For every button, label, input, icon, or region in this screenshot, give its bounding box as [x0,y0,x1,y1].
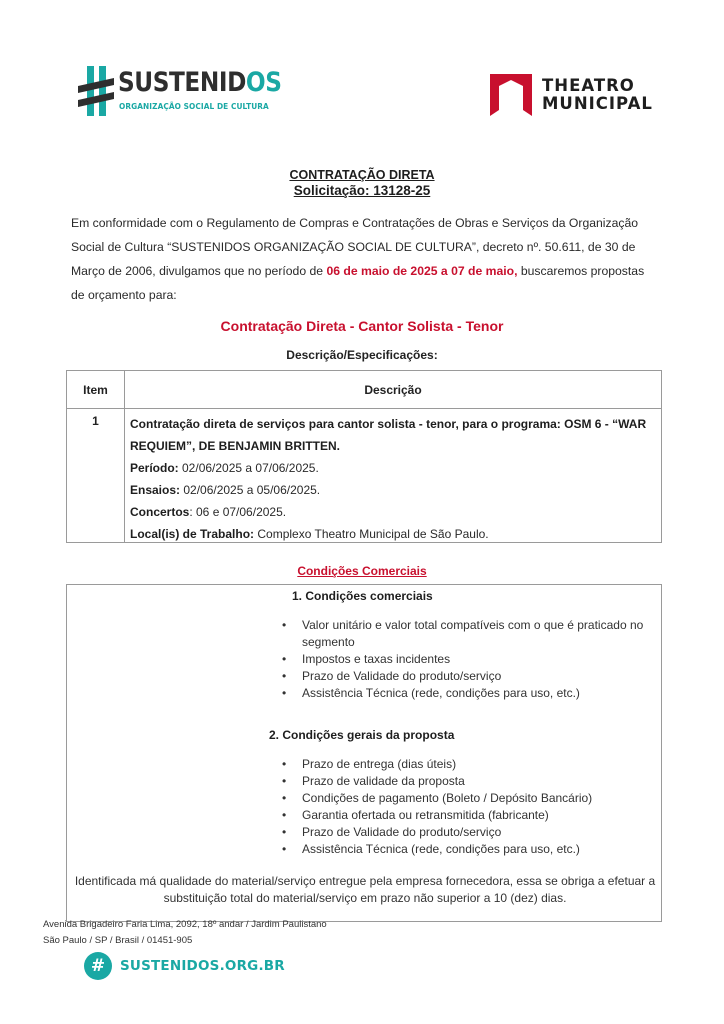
conditions-section1-heading: 1. Condições comerciais [292,589,433,603]
row-description [125,409,661,542]
row-item-number: 1 [67,409,125,542]
list-item: • Impostos e taxas incidentes [280,651,660,668]
footer-address-line1: Avenida Brigadeiro Faria Lima, 2092, 18º andar / Jardim Paulistano [43,919,327,930]
row-ensaios: Ensaios: 02/06/2025 a 05/06/2025. [130,483,321,497]
list-item: • Prazo de Validade do produto/serviço [280,824,660,841]
theatro-line2: MUNICIPAL [542,94,653,113]
table-row [67,409,661,542]
conditions-section2-heading: 2. Condições gerais da proposta [269,728,455,742]
conditions-title: Condições Comerciais [297,564,427,578]
conditions-box [66,584,662,922]
subject-heading: Contratação Direta - Cantor Solista - Tenor [220,318,504,334]
spec-label: Descrição/Especificações: [286,348,438,362]
intro-paragraph: Em conformidade com o Regulamento de Compras e Contratações de Obras e Serviços da Organização Social de Cultura “SUSTENIDOS ORGANIZAÇÃO SOCIAL DE CULTURA”, decreto nº. 50.611, de 30 de Março de 2006, divulgamos que no período de 06 de maio de 2025 a 07 de maio, buscaremos propostas de orçamento para: [71,216,645,302]
table-header-row [67,371,661,409]
document-title: CONTRATAÇÃO DIRETA [289,168,435,182]
conditions-section1-list [280,617,660,702]
sustenidos-logo [78,64,282,120]
period-highlight: 06 de maio de 2025 a 07 de maio, [326,264,518,278]
theatro-line1: THEATRO [542,76,635,95]
spec-table [66,370,662,543]
sustenidos-subtitle: ORGANIZAÇÃO SOCIAL DE CULTURA [119,101,269,111]
hash-logo-icon [78,66,114,116]
list-item: • Condições de pagamento (Boleto / Depósito Bancário) [280,790,660,807]
list-item: • Prazo de Validade do produto/serviço [280,668,660,685]
list-item: • Assistência Técnica (rede, condições para uso, etc.) [280,841,660,858]
theatro-arch-icon [490,74,532,116]
row-local: Local(is) de Trabalho: Complexo Theatro Municipal de São Paulo. [130,527,489,541]
list-item: • Prazo de entrega (dias úteis) [280,756,660,773]
request-number: Solicitação: 13128-25 [293,183,431,198]
footer-address-line2: São Paulo / SP / Brasil / 01451-905 [43,935,193,946]
row-periodo: Período: 02/06/2025 a 07/06/2025. [130,461,319,475]
conditions-section2-list [280,756,660,858]
sustenidos-wordmark: SUSTENIDOS [118,67,282,98]
list-item: • Garantia ofertada ou retransmitida (fabricante) [280,807,660,824]
row-concertos: Concertos: 06 e 07/06/2025. [130,505,287,519]
list-item: • Assistência Técnica (rede, condições para uso, etc.) [280,685,660,702]
header-item: Item [67,371,125,408]
list-item: • Prazo de validade da proposta [280,773,660,790]
theatro-municipal-logo [490,74,660,118]
header-description: Descrição [364,382,422,397]
quality-note: Identificada má qualidade do material/serviço entregue pela empresa fornecedora, essa se obriga a efetuar a substituição total do material/serviço em prazo não superior a 10 (dez) dias. [74,874,656,905]
row-title: Contratação direta de serviços para cantor solista - tenor, para o programa: OSM 6 - “WAR REQUIEM”, DE BENJAMIN BRITTEN. [130,417,647,453]
hash-circle-icon: # [84,952,112,980]
website-link[interactable]: SUSTENIDOS.ORG.BR [120,958,285,974]
list-item: • Valor unitário e valor total compatíveis com o que é praticado no segmento [280,617,660,651]
footer-website[interactable] [84,950,285,982]
